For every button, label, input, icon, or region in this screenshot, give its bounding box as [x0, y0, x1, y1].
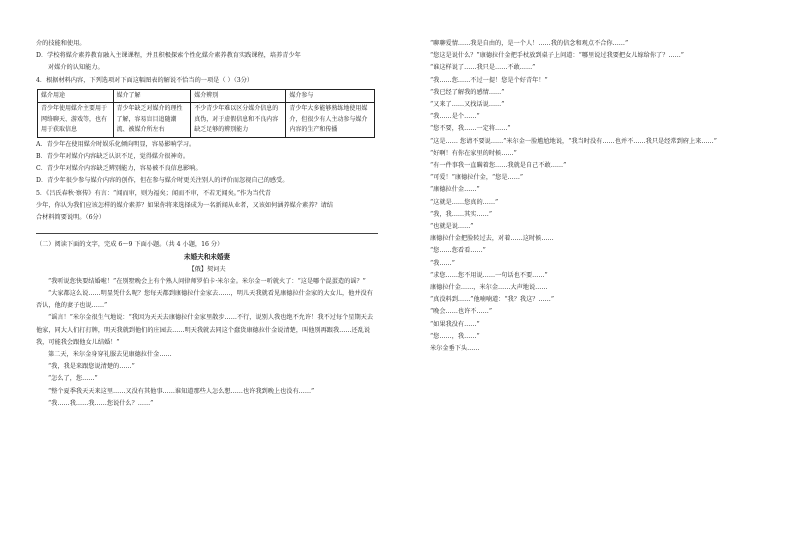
table-cell: 不少青少年难以区分媒介信息的真伪，对于虚假信息和不良内容缺乏足够的辨别能力	[191, 103, 286, 138]
story-paragraph: “我……我……我……您说什么？……”	[48, 399, 154, 407]
story-paragraph: 第二天，米尔金身穿礼服去见康德拉什金……	[48, 351, 172, 359]
table-cell: 青少年缺乏对媒介的理性了解，容易盲目追随潮流、被媒介所左右	[113, 103, 191, 138]
story-paragraph: “大家都这么说……明显凭什么呢？您每天都到康德拉什金家去……，明儿天我就看见康德拉什金家的大女儿，他并没有否认，他的妻子也说……”	[36, 290, 373, 310]
media-literacy-table	[37, 89, 375, 138]
story-paragraph: “这是…… 您请不要说……”米尔金一脸尴尬地说，“我当时没有……也并不……我只是经常到府上来……”	[430, 137, 717, 145]
story-paragraph: “谣言！”米尔金很生气地说：“我因为天天去康德拉什金家里散步……不行，说别人我也绝不允许！我不过每个星期天去他家，同大人们打打牌，明天我就到他们的庄园去……明天我就去同这个蠢货康德拉什金说清楚，叫他别再跟我……还乱说我，可能我会跟他女儿结婚！”	[36, 314, 374, 346]
story-paragraph: “我……您……不过一提！您是个好青年！”	[430, 76, 548, 84]
story-paragraph: “好啊！有你在家里的时候……”	[430, 149, 517, 157]
section-heading: （二）阅读下面的文字，完成 6～9 下面小题。（共 4 小题，16 分）	[36, 241, 224, 249]
story-paragraph: “真没料到……”他喃喃道：“我？我这？……”	[430, 296, 555, 304]
story-paragraph: “如果我没有……”	[430, 320, 480, 328]
question-5-line: 少年，你认为我们应该怎样的媒介素养？如果你将来选择成为一名新闻从业者，又该如何涵养媒介素养？请结	[36, 201, 333, 209]
story-paragraph: “又来了……又找话说……”	[430, 101, 505, 109]
story-author: 【俄】契诃夫	[188, 265, 226, 273]
story-paragraph: “您……，我……”	[430, 332, 480, 340]
story-paragraph: “聊聊爱情……我是自由的，是一个人！……我的信念和观点不合你……”	[430, 40, 629, 47]
answer-option-d: D．青少年很少参与媒介内容的创作，但在参与媒介时更关注别人的评价而忽视自己的感受。	[36, 177, 289, 185]
story-paragraph: “有一件事我一直瞒着您……我就是自己不敢……”	[430, 162, 567, 170]
story-paragraph: “可爱！”康德拉什金，“您是……”	[430, 174, 524, 182]
intro-line: 介的技能和使用。	[36, 40, 86, 47]
intro-line: D．学校将媒介素养教育融入主课课程，并且积极探索个性化媒介素养教育实践课程，培养青少年	[36, 52, 301, 60]
story-paragraph: “求您……您不用说……一句话也不要……”	[430, 271, 548, 279]
answer-option-c: C．青少年对媒介内容缺乏辨别能力，容易被不良信息影响。	[36, 165, 202, 173]
story-paragraph: 康德拉什金……，米尔金……大声地说……	[430, 284, 548, 292]
story-paragraph: “整个夏季我天天来这里……又没有其他事……谁知道那些人怎么想……也许我到晚上也没有……”	[48, 387, 315, 395]
question-5-line: 合材料简要说明。（6分）	[36, 214, 105, 222]
table-header-cell: 媒介用途	[38, 89, 114, 103]
story-paragraph: “我……是个……”	[430, 113, 480, 121]
table-header-cell: 媒介参与	[286, 89, 375, 103]
table-cell: 青少年大多能够熟练地使用媒介，但很少有人主动参与媒介内容的生产和传播	[286, 103, 375, 138]
story-paragraph: “我，我是来跟您说清楚的……”	[48, 363, 135, 371]
table-cell: 青少年使用媒介主要用于网络聊天、游戏等，也有用于获取信息	[38, 103, 114, 138]
story-paragraph: “康德拉什金……”	[430, 186, 480, 194]
story-paragraph: “您这是说什么？”康德拉什金把手杖放到桌子上问道：“哪里说过我要把女儿嫁给你了？……”	[430, 52, 684, 60]
story-paragraph: “我……”	[430, 259, 455, 267]
question-5-line: 5．《吕氏春秋·察传》有言：“闻而审，则为福矣；闻而不审，不若无闻矣。”作为当代青	[36, 189, 271, 197]
answer-rule	[36, 233, 378, 234]
intro-line: 对媒介的认知能力。	[48, 64, 104, 72]
story-paragraph: “我已经了解我的感情……”	[430, 88, 505, 96]
story-paragraph: “谁这样说了……我只是……不敢……”	[430, 64, 536, 72]
story-paragraph: “我，我……其实……”	[430, 210, 493, 218]
story-paragraph: “也就是说……”	[430, 223, 474, 231]
right-column	[418, 38, 762, 355]
story-paragraph: “您……您看看……”	[430, 247, 486, 255]
story-title: 未婚夫和未婚妻	[183, 253, 231, 262]
answer-option-b: B．青少年对媒介内容缺乏认识不足，觉得媒介很神奇。	[36, 153, 190, 161]
story-paragraph: “这就是……您真的……”	[430, 198, 499, 206]
story-paragraph: “我听说您快要结婚啦！”在别墅晚会上有个熟人问律师罗伯卡·米尔金。米尔金一听就火了：“这是哪个混蛋造的谣？”	[48, 277, 366, 285]
table-header-cell: 媒介辨别	[191, 89, 286, 103]
story-paragraph: “怎么了，您……”	[48, 375, 98, 383]
left-column	[36, 38, 378, 410]
question-4: 4．根据材料内容，下列选项对下面这幅图表的解说不恰当的一项是（ ）（3分）	[36, 76, 254, 84]
story-paragraph: 米尔金垂下头……	[430, 345, 480, 353]
table-header-cell: 媒介了解	[113, 89, 191, 103]
story-paragraph: “晚会……也许不……”	[430, 308, 493, 316]
story-paragraph: 康德拉什金把脸转过去，对着……这时候……	[430, 235, 554, 243]
answer-option-a: A．青少年在使用媒介时娱乐化倾向明显，容易影响学习。	[36, 140, 196, 148]
story-paragraph: “您不要，我……一定将……”	[430, 125, 511, 133]
